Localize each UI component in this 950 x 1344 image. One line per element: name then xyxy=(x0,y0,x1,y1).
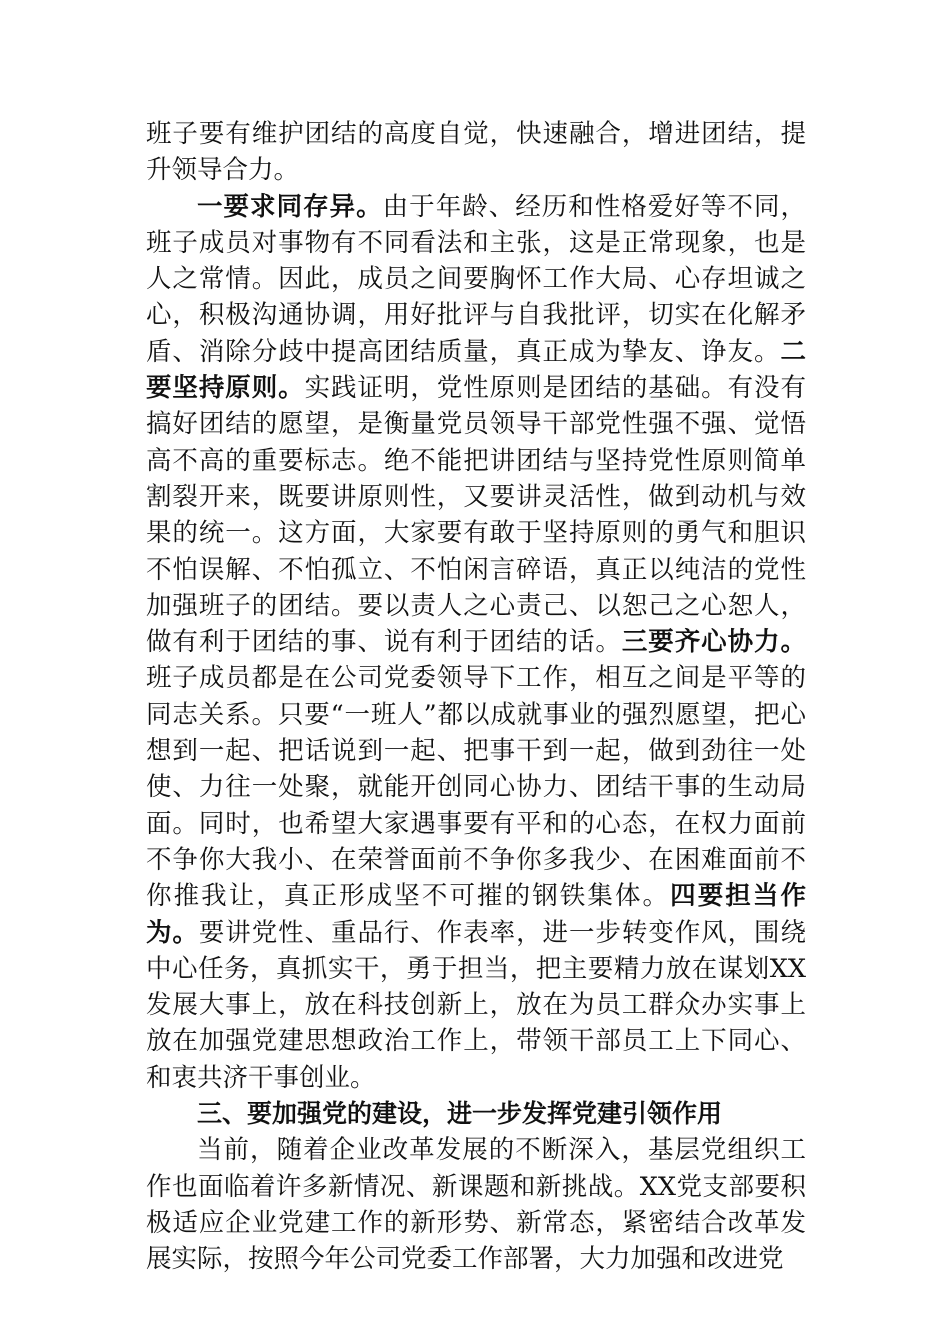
point-3-title: 三要齐心协力。 xyxy=(621,627,806,658)
section-heading: 三、要加强党的建设，进一步发挥党建引领作用 xyxy=(197,1099,723,1129)
paragraph-continuation xyxy=(146,116,806,189)
paragraph-four-points xyxy=(146,189,806,1096)
point-1-title: 一要求同存异。 xyxy=(197,191,383,222)
paragraph-text: 班子要有维护团结的高度自觉，快速融合，增进团结，提升领导合力。 xyxy=(146,119,806,186)
point-4-text: 要讲党性、重品行、作表率，进一步转变作风，围绕中心任务，真抓实干，勇于担当，把主要精力放在谋划XX发展大事上，放在科技创新上，放在为员工群众办实事上放在加强党建思想政治工作上，带领干部员工上下同心、和衷共济干事创业。 xyxy=(146,917,806,1093)
paragraph-text: 当前，随着企业改革发展的不断深入，基层党组织工作也面临着许多新情况、新课题和新挑战。XX党支部要积极适应企业党建工作的新形势、新常态，紧密结合改革发展实际，按照今年公司党委工作部署，大力加强和改进党 xyxy=(146,1135,806,1275)
point-2-text: 实践证明，党性原则是团结的基础。有没有搞好团结的愿望，是衡量党员领导干部党性强不强、觉悟高不高的重要标志。绝不能把讲团结与坚持党性原则简单割裂开来，既要讲原则性，又要讲灵活性，做到动机与效果的统一。这方面，大家要有敢于坚持原则的勇气和胆识不怕误解、不怕孤立、不怕闲言碎语，真正以纯洁的党性加强班子的团结。要以责人之心责己、以恕己之心恕人，做有利于团结的事、说有利于团结的话。 xyxy=(146,373,806,658)
paragraph-party-building xyxy=(146,1132,806,1277)
point-2-title: 二要坚持原则。 xyxy=(146,336,806,404)
point-1-text: 由于年龄、经历和性格爱好等不同，班子成员对事物有不同看法和主张，这是正常现象，也是人之常情。因此，成员之间要胸怀工作大局、心存坦诚之心，积极沟通协调，用好批评与自我批评，切实在化解矛盾、消除分歧中提高团结质量，真正成为挚友、诤友。 xyxy=(146,191,806,367)
document-page xyxy=(146,116,806,1278)
point-4-title: 四要担当作为。 xyxy=(146,881,806,948)
point-3-text: 班子成员都是在公司党委领导下工作，相互之间是平等的同志关系。只要“一班人”都以成就事业的强烈愿望，把心想到一起、把话说到一起、把事干到一起，做到劲往一处使、力往一处聚，就能开创同心协力、团结干事的生动局面。同时，也希望大家遇事要有平和的心态，在权力面前不争你大我小、在荣誉面前不争你多我少、在困难面前不你推我让，真正形成坚不可摧的钢铁集体。 xyxy=(146,663,806,912)
